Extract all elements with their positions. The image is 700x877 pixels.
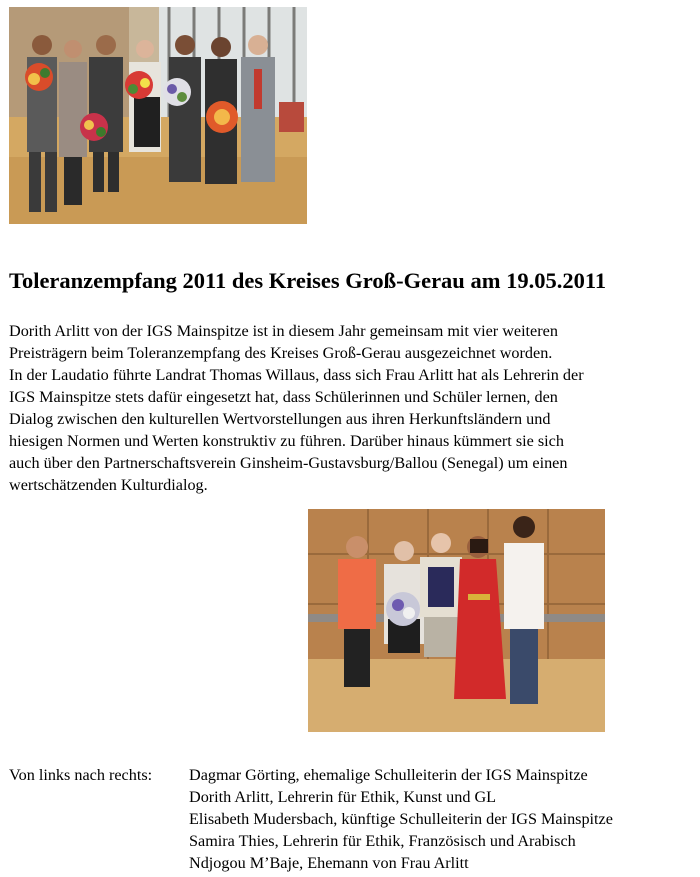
article-body-line: IGS Mainspitze stets dafür eingesetzt hat, dass Schülerinnen und Schüler lernen, den — [9, 388, 558, 406]
article-body-line: Dorith Arlitt von der IGS Mainspitze ist in diesem Jahr gemeinsam mit vier weiteren — [9, 322, 558, 340]
article-body-line: hiesigen Normen und Werten konstruktiv zu führen. Darüber hinaus kümmert sie sich — [9, 432, 564, 450]
caption-person: Dagmar Görting, ehemalige Schulleiterin der IGS Mainspitze — [189, 766, 588, 784]
article-body-line: In der Laudatio führte Landrat Thomas Willaus, dass sich Frau Arlitt hat als Lehrerin der — [9, 366, 584, 384]
article-body-line: auch über den Partnerschaftsverein Ginsheim-Gustavsburg/Ballou (Senegal) um einen — [9, 454, 568, 472]
article-headline: Toleranzempfang 2011 des Kreises Groß-Gerau am 19.05.2011 — [9, 268, 607, 293]
article-body-line: Dialog zwischen den kulturellen Wertvorstellungen aus ihren Herkunftsländern und — [9, 410, 551, 428]
award-winners-group-photo — [9, 7, 307, 224]
caption-person: Elisabeth Mudersbach, künftige Schulleiterin der IGS Mainspitze — [189, 810, 613, 828]
article-body — [9, 320, 699, 496]
caption-people-list — [189, 764, 613, 874]
article-body-line: wertschätzenden Kulturdialog. — [9, 476, 208, 494]
caption-person: Ndjogou M’Baje, Ehemann von Frau Arlitt — [189, 854, 469, 872]
caption-label: Von links nach rechts: — [9, 766, 153, 784]
caption-person: Dorith Arlitt, Lehrerin für Ethik, Kunst und GL — [189, 788, 497, 806]
teachers-group-photo — [308, 509, 605, 732]
caption-person: Samira Thies, Lehrerin für Ethik, Französisch und Arabisch — [189, 832, 576, 850]
article-body-line: Preisträgern beim Toleranzempfang des Kreises Groß-Gerau ausgezeichnet worden. — [9, 344, 553, 362]
